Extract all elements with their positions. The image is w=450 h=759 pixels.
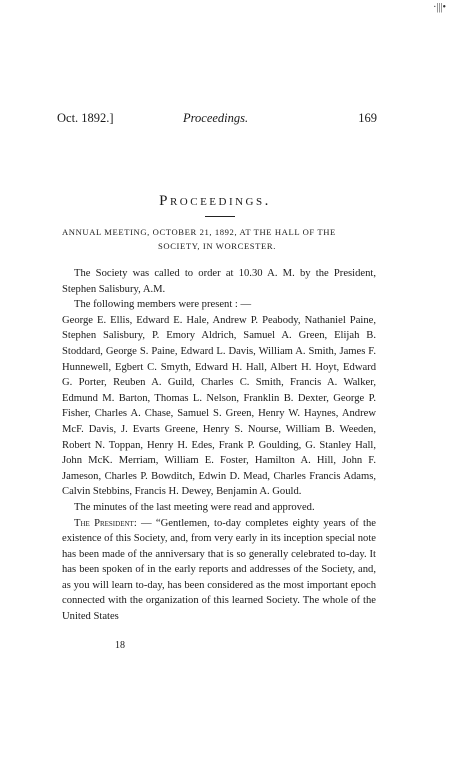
running-head-date: Oct. 1892.] xyxy=(57,111,114,125)
running-head xyxy=(57,111,377,127)
paragraph-members-list: George E. Ellis, Edward E. Hale, Andrew P. Peabody, Nathaniel Paine, Stephen Salisbury, P. Emory Aldrich, Samuel A. Green, Elijah B. Stoddard, George S. Paine, Edward L. Davis, William A. Smith, James F. Hunnewell, Egbert C. Smyth, Edward H. Hall, Albert H. Hoyt, Edward G. Porter, Reuben A. Guild, Charles C. Smith, Francis A. Walker, Edmund M. Barton, Thomas L. Nelson, Franklin B. Dexter, George P. Fisher, Charles A. Chase, Samuel S. Green, Henry W. Haynes, Andrew McF. Davis, J. Evarts Greene, Henry S. Nourse, William B. Weeden, Robert N. Toppan, Henry H. Edes, Frank P. Goulding, G. Stanley Hall, John McK. Merriam, William E. Foster, Hamilton A. Hill, John F. Jameson, Charles P. Bowditch, Edwin D. Mead, Charles Francis Adams, Calvin Stebbins, Francis H. Dewey, Benjamin A. Gould. xyxy=(62,314,376,498)
page-number: 169 xyxy=(358,111,377,125)
section-title: Proceedings. xyxy=(159,193,271,209)
running-head-title: Proceedings. xyxy=(183,111,249,125)
paragraph-call-to-order: The Society was called to order at 10.30 A. M. by the President, Stephen Salisbury, A.M. xyxy=(62,268,376,295)
body-text xyxy=(62,266,376,625)
president-remarks-text: : — “Gentlemen, to-day completes eighty years of the existence of this Society, and, from very early in its inception special note has been made of the anniversary that is so generally celebrated to-day. It has been spoken of in the early reports and addresses of the Society, and, as you will learn to-day, has been considered as the most important epoch connected with the organization of this learned Society. xyxy=(62,517,376,607)
speaker-label: The President xyxy=(74,517,134,529)
meeting-heading xyxy=(62,225,372,253)
president-remarks-last: The whole of the United States xyxy=(62,595,376,623)
paragraph-members-intro: The following members were present : — xyxy=(74,299,252,311)
meeting-heading-line2: SOCIETY, IN WORCESTER. xyxy=(158,241,276,251)
corner-scan-mark: ·|||• xyxy=(433,2,446,13)
paragraph-president-remarks xyxy=(62,516,376,625)
signature-mark: 18 xyxy=(115,640,125,651)
paragraph-minutes: The minutes of the last meeting were read and approved. xyxy=(74,501,315,513)
title-rule xyxy=(205,216,235,217)
meeting-heading-line1: ANNUAL MEETING, OCTOBER 21, 1892, AT THE HALL OF THE xyxy=(62,227,336,237)
